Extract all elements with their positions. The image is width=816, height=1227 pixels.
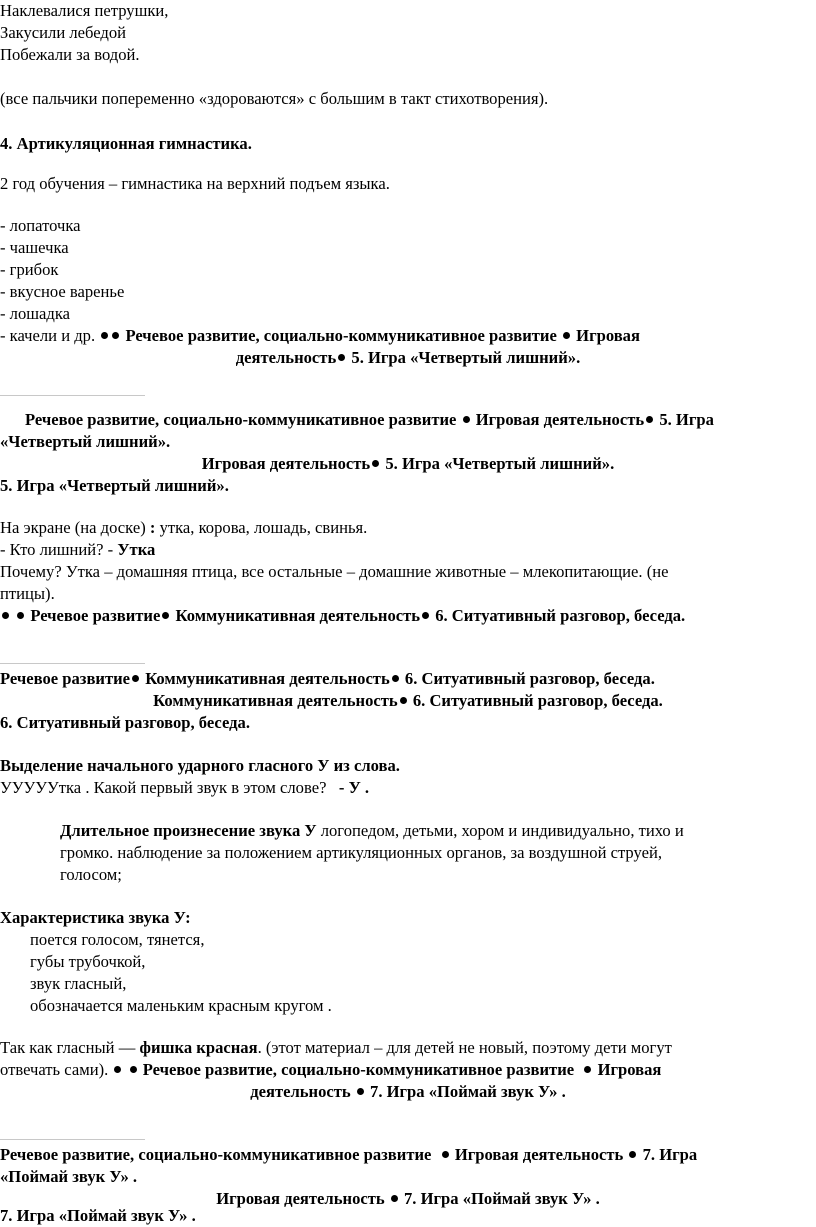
activity-label: Речевое развитие, социально-коммуникативное развитие	[25, 410, 457, 429]
bullet-icon	[422, 612, 429, 619]
since-text: отвечать сами).	[0, 1060, 109, 1079]
activity-label: Речевое развитие, социально-коммуникативное развитие	[0, 1145, 432, 1164]
activity-label: Речевое развитие, социально-коммуникативное развитие	[142, 1060, 575, 1079]
game-title: 7. Игра «Поймай звук У» .	[370, 1082, 566, 1101]
screen-items: утка, корова, лошадь, свинья.	[159, 518, 368, 537]
question-text: - Кто лишний? -	[0, 540, 114, 559]
bullet-icon	[372, 460, 379, 467]
game-title: 7. Игра	[642, 1145, 698, 1164]
long-pronunciation-line	[60, 820, 684, 842]
exercise-item-text: - качели и др.	[0, 326, 96, 345]
game-title: 5. Игра «Четвертый лишний».	[385, 454, 615, 473]
poem-line-1: Наклевалися петрушки,	[0, 1, 169, 20]
bullet-icon	[392, 675, 399, 682]
bullet-icon	[391, 1195, 398, 1202]
bullet-icon	[132, 675, 139, 682]
bullet-icon	[17, 612, 24, 619]
characteristic-item: звук гласный,	[30, 974, 127, 993]
bullet-icon	[442, 1151, 449, 1158]
question-line	[0, 539, 155, 561]
activity-label: деятельность	[235, 348, 337, 367]
divider	[0, 1139, 145, 1140]
activity-line	[0, 1144, 697, 1166]
game-heading: 5. Игра «Четвертый лишний».	[0, 476, 229, 495]
bullet-icon	[629, 1151, 636, 1158]
game-title: «Четвертый лишний».	[0, 432, 171, 451]
activity-label: Игровая деятельность	[454, 1145, 624, 1164]
exercise-item: - чашечка	[0, 238, 69, 257]
bullet-icon	[130, 1066, 137, 1073]
activity-line	[0, 668, 655, 690]
since-line	[0, 1059, 661, 1081]
activity-line	[0, 605, 685, 627]
activity-label: Игровая	[597, 1060, 662, 1079]
activity-label: Игровая деятельность	[216, 1189, 385, 1208]
characteristic-item: губы трубочкой,	[30, 952, 146, 971]
long-pronunciation-text: логопедом, детьми, хором и индивидуально, тихо и	[316, 821, 684, 840]
bullet-icon	[463, 416, 470, 423]
game-title: 5. Игра	[659, 410, 714, 429]
game-title: 6. Ситуативный разговор, беседа.	[404, 669, 655, 688]
screen-label: На экране (на доске)	[0, 518, 146, 537]
bullet-icon	[112, 332, 119, 339]
bullet-icon	[357, 1088, 364, 1095]
poem-line-2: Закусили лебедой	[0, 23, 126, 42]
exercise-item: - грибок	[0, 260, 59, 279]
poem-line-3: Побежали за водой.	[0, 45, 140, 64]
game-heading: 6. Ситуативный разговор, беседа.	[0, 713, 250, 732]
sound-heading: Выделение начального ударного гласного У из слова.	[0, 756, 400, 775]
bullet-icon	[400, 697, 407, 704]
activity-line	[25, 409, 714, 431]
divider	[0, 663, 145, 664]
chip-red: фишка красная	[139, 1038, 258, 1057]
exercise-item: - лошадка	[0, 304, 71, 323]
since-text: Так как гласный —	[0, 1038, 140, 1057]
explanation-line: птицы).	[0, 584, 55, 603]
exercise-item: - лопаточка	[0, 216, 81, 235]
screen-items-line	[0, 517, 367, 539]
activity-label: Коммуникативная деятельность	[175, 606, 421, 625]
explanation-line: Почему? Утка – домашняя птица, все остальные – домашние животные – млекопитающие. (не	[0, 562, 669, 581]
bullet-icon	[101, 332, 108, 339]
activity-label: Речевое развитие	[0, 669, 131, 688]
game-title: 6. Ситуативный разговор, беседа.	[435, 606, 686, 625]
game-title: 6. Ситуативный разговор, беседа.	[412, 691, 663, 710]
long-pronunciation-line: громко. наблюдение за положением артикуляционных органов, за воздушной струей,	[60, 843, 662, 862]
long-pronunciation-label: Длительное произнесение звука У	[60, 821, 317, 840]
bullet-icon	[563, 332, 570, 339]
section-4-heading: 4. Артикуляционная гимнастика.	[0, 134, 252, 153]
activity-label: Речевое развитие	[30, 606, 161, 625]
activity-line	[0, 453, 816, 475]
activity-label: Речевое развитие, социально-коммуникативное развитие	[125, 326, 557, 345]
activity-line	[0, 347, 816, 369]
bullet-icon	[646, 416, 653, 423]
example-text: УУУУУтка . Какой первый звук в этом слове?	[0, 778, 327, 797]
activity-label: Игровая деятельность	[201, 454, 371, 473]
divider	[0, 395, 145, 396]
since-line	[0, 1037, 672, 1059]
bullet-icon	[114, 1066, 121, 1073]
exercise-item-last	[0, 325, 640, 347]
answer-text: Утка	[117, 540, 156, 559]
section-4-intro: 2 год обучения – гимнастика на верхний подъем языка.	[0, 174, 390, 193]
game-heading: 7. Игра «Поймай звук У» .	[0, 1206, 196, 1225]
characteristic-item: поется голосом, тянется,	[30, 930, 205, 949]
bullet-icon	[584, 1066, 591, 1073]
characteristic-item: обозначается маленьким красным кругом .	[30, 996, 332, 1015]
example-answer: - У .	[338, 778, 370, 797]
activity-label: Игровая	[576, 326, 640, 345]
colon: :	[149, 518, 156, 537]
game-title: «Поймай звук У» .	[0, 1167, 138, 1186]
bullet-icon	[162, 612, 169, 619]
activity-label: Игровая деятельность	[475, 410, 645, 429]
bullet-icon	[338, 354, 345, 361]
activity-label: Коммуникативная деятельность	[145, 669, 390, 688]
poem-note: (все пальчики попеременно «здороваются» с большим в такт стихотворения).	[0, 89, 549, 108]
exercise-item: - вкусное варенье	[0, 282, 125, 301]
game-title: 7. Игра «Поймай звук У» .	[403, 1189, 600, 1208]
activity-label: деятельность	[250, 1082, 351, 1101]
example-line	[0, 777, 369, 799]
game-title: 5. Игра «Четвертый лишний».	[351, 348, 581, 367]
long-pronunciation-line: голосом;	[60, 865, 122, 884]
activity-line	[0, 690, 816, 712]
characteristic-heading: Характеристика звука У:	[0, 908, 191, 927]
activity-line	[0, 1081, 816, 1103]
since-text: . (этот материал – для детей не новый, поэтому дети могут	[257, 1038, 672, 1057]
activity-label: Коммуникативная деятельность	[153, 691, 398, 710]
bullet-icon	[2, 612, 9, 619]
